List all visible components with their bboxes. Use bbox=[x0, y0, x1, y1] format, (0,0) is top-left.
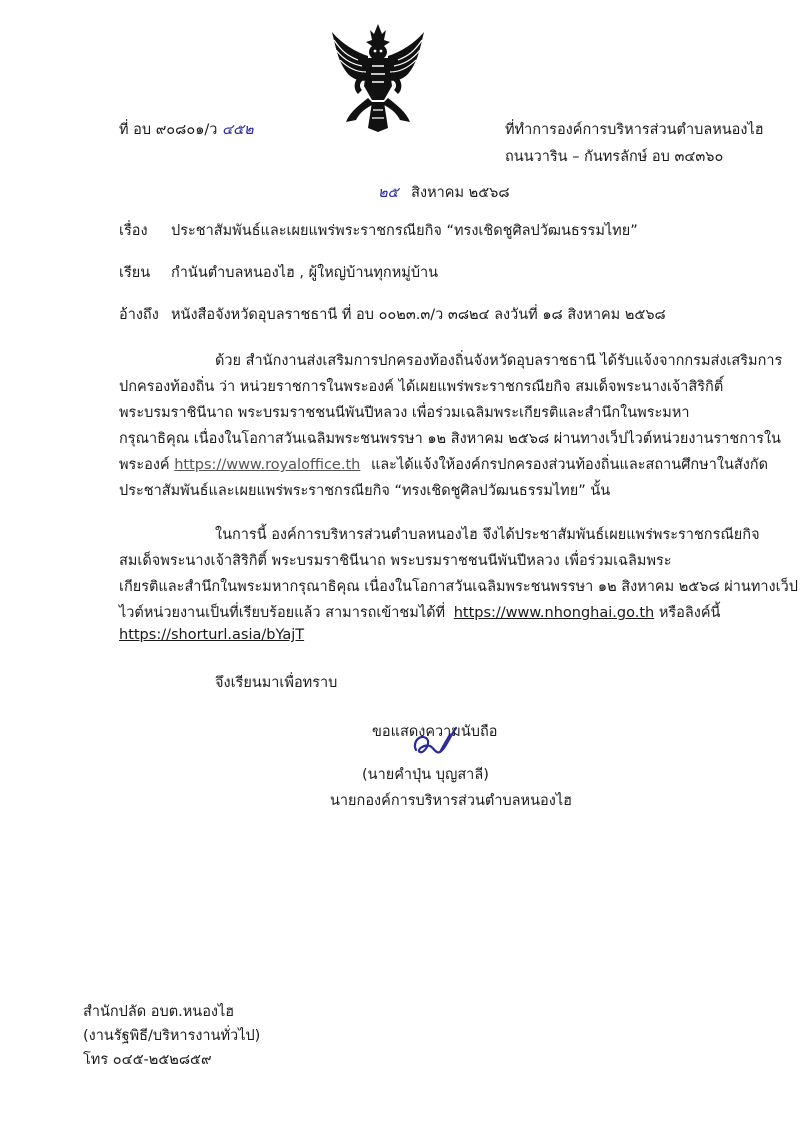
signer-title: นายกองค์การบริหารส่วนตำบลหนองไฮ bbox=[330, 793, 572, 809]
paragraph1-line4: กรุณาธิคุณ เนื่องในโอกาสวันเฉลิมพระชนพรรษา ๑๒ สิงหาคม ๒๕๖๘ ผ่านทางเว็ปไวต์หน่วยงานราชการใน bbox=[119, 431, 781, 447]
office-address-line1: ที่ทำการองค์การบริหารส่วนตำบลหนองไฮ bbox=[505, 122, 764, 138]
closing-respect: ขอแสดงความนับถือ bbox=[372, 724, 498, 740]
paragraph1-line3: พระบรมราชินีนาถ พระบรมราชชนนีพันปีหลวง เพื่อร่วมเฉลิมพระเกียรติและสำนึกในพระมหา bbox=[119, 405, 690, 421]
paragraph2-line5 bbox=[119, 627, 304, 643]
paragraph1-line5-pre: พระองค์ bbox=[119, 457, 170, 473]
paragraph2-line4 bbox=[119, 601, 720, 624]
reference-prefix: ที่ อบ ๙๐๘๐๑/ว bbox=[119, 122, 218, 138]
footer-phone: โทร ๐๔๕-๒๕๒๘๕๙ bbox=[83, 1052, 212, 1068]
paragraph2-line3: เกียรติและสำนึกในพระมหากรุณาธิคุณ เนื่องในโอกาสวันเฉลิมพระชนพรรษา ๑๒ สิงหาคม ๒๕๖๘ ผ่านทางเว็ป bbox=[119, 579, 798, 595]
nhonghai-website-link[interactable]: https://www.nhonghai.go.th bbox=[453, 605, 655, 621]
reference-label: อ้างถึง bbox=[119, 307, 159, 323]
paragraph2-line1: ในการนี้ องค์การบริหารส่วนตำบลหนองไฮ จึงได้ประชาสัมพันธ์เผยแพร่พระราชกรณียกิจ bbox=[215, 527, 760, 543]
paragraph1-line5-post: และได้แจ้งให้องค์กรปกครองส่วนท้องถิ่นและสถานศึกษาในสังกัด bbox=[370, 457, 769, 473]
royaloffice-link[interactable]: https://www.royaloffice.th bbox=[174, 457, 361, 473]
date-day-handwritten: ๒๕ bbox=[378, 185, 399, 201]
subject-text: ประชาสัมพันธ์และเผยแพร่พระราชกรณียกิจ “ทรงเชิดชูศิลปวัฒนธรรมไทย” bbox=[171, 223, 638, 239]
signature-mark bbox=[410, 724, 468, 764]
date-month-year: สิงหาคม ๒๕๖๘ bbox=[411, 185, 510, 201]
garuda-emblem bbox=[328, 22, 428, 134]
footer-department: สำนักปลัด อบต.หนองไฮ bbox=[83, 1004, 235, 1020]
paragraph1-line1: ด้วย สำนักงานส่งเสริมการปกครองท้องถิ่นจังหวัดอุบลราชธานี ได้รับแจ้งจากกรมส่งเสริมการ bbox=[215, 353, 783, 369]
office-address-line2: ถนนวาริน – กันทรลักษ์ อบ ๓๔๓๖๐ bbox=[505, 149, 724, 165]
signer-name: (นายคำปุ่น บุญสาลี) bbox=[362, 767, 489, 783]
footer-section: (งานรัฐพิธี/บริหารงานทั่วไป) bbox=[83, 1028, 261, 1044]
shorturl-link[interactable]: https://shorturl.asia/bYajT bbox=[119, 627, 305, 643]
paragraph2-line4-pre: ไวต์หน่วยงานเป็นที่เรียบร้อยแล้ว สามารถเข้าชมได้ที่ bbox=[119, 605, 446, 621]
paragraph2-line2: สมเด็จพระนางเจ้าสิริกิติ์ พระบรมราชินีนาถ พระบรมราชชนนีพันปีหลวง เพื่อร่วมเฉลิมพระ bbox=[119, 553, 672, 569]
paragraph1-line5 bbox=[119, 453, 768, 476]
subject-label: เรื่อง bbox=[119, 223, 148, 239]
paragraph1-line6: ประชาสัมพันธ์และเผยแพร่พระราชกรณียกิจ “ทรงเชิดชูศิลปวัฒนธรรมไทย” นั้น bbox=[119, 483, 611, 499]
recipient-label: เรียน bbox=[119, 265, 151, 281]
paragraph2-line4-post: หรือลิงค์นี้ bbox=[658, 605, 721, 621]
reference-handwritten-number: ๔๕๒ bbox=[222, 122, 254, 138]
recipient-text: กำนันตำบลหนองไฮ , ผู้ใหญ่บ้านทุกหมู่บ้าน bbox=[171, 265, 439, 281]
closing-inform: จึงเรียนมาเพื่อทราบ bbox=[215, 675, 338, 691]
document-date bbox=[378, 181, 510, 204]
reference-number bbox=[119, 118, 254, 141]
paragraph1-line2: ปกครองท้องถิ่น ว่า หน่วยราชการในพระองค์ ได้เผยแพร่พระราชกรณียกิจ สมเด็จพระนางเจ้าสิริกิติ์ bbox=[119, 379, 724, 395]
reference-text: หนังสือจังหวัดอุบลราชธานี ที่ อบ ๐๐๒๓.๓/ว ๓๘๒๔ ลงวันที่ ๑๘ สิงหาคม ๒๕๖๘ bbox=[171, 307, 666, 323]
